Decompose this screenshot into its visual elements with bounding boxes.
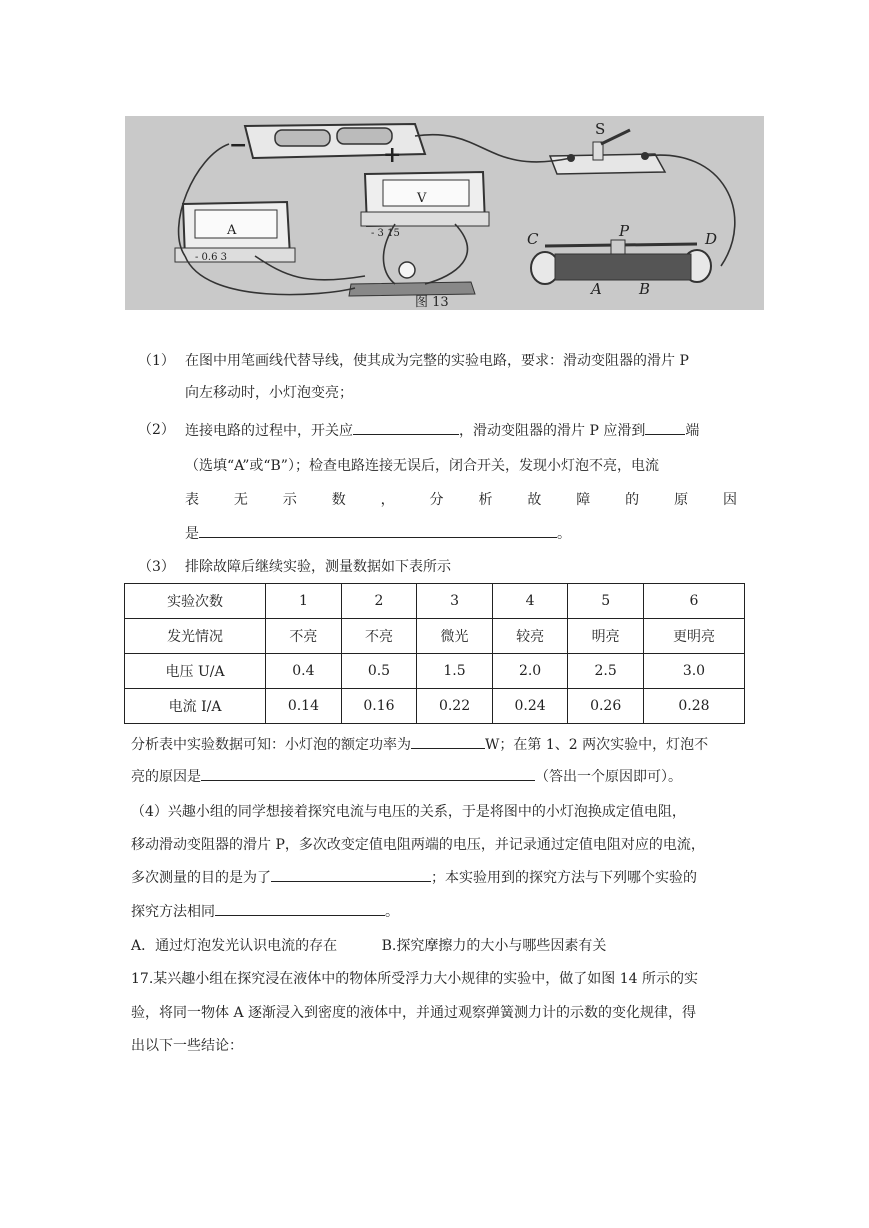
rheostat-label-c: C — [527, 230, 539, 248]
q3-intro: 排除故障后继续实验，测量数据如下表所示 — [185, 559, 451, 575]
purpose-blank[interactable] — [271, 867, 431, 882]
table-cell: 2 — [341, 584, 417, 619]
table-cell: 0.14 — [266, 689, 342, 724]
q1-number: （1） — [138, 353, 175, 369]
table-cell: 6 — [643, 584, 744, 619]
q2-line2: （选填“A”或“B”）；检查电路连接无误后，闭合开关，发现小灯泡不亮，电流 — [185, 458, 659, 474]
q2-line4-text-b: 。 — [557, 526, 571, 542]
table-cell: 电压 U/A — [125, 654, 266, 689]
q2-line3-char: ， — [380, 492, 395, 508]
rheostat-label-b: B — [639, 280, 651, 298]
table-row — [125, 689, 745, 724]
q2-line3-char: 的 — [625, 492, 640, 508]
battery-minus-label: − — [229, 132, 248, 158]
switch-label: S — [595, 120, 606, 138]
q4-text-a: 多次测量的目的是为了 — [131, 870, 271, 886]
analysis-text-c: 亮的原因是 — [131, 769, 201, 785]
table-cell: 不亮 — [266, 619, 342, 654]
q2-fault-blank[interactable] — [199, 523, 557, 538]
table-cell: 3.0 — [643, 654, 744, 689]
q2-line3-char: 表 — [185, 492, 199, 508]
q2-line4-text-a: 是 — [185, 526, 199, 542]
rheostat-label-p: P — [619, 222, 630, 240]
analysis-text-b: W；在第 1、2 两次实验中，灯泡不 — [485, 737, 709, 753]
table-cell: 1.5 — [417, 654, 493, 689]
table-cell: 明亮 — [568, 619, 644, 654]
ammeter-symbol: A — [227, 223, 237, 238]
voltmeter-scale: - 3 15 — [371, 228, 400, 239]
q2-number: （2） — [138, 422, 175, 438]
rated-power-blank[interactable] — [411, 734, 485, 749]
q2-switch-blank[interactable] — [353, 420, 459, 435]
table-cell: 0.4 — [266, 654, 342, 689]
q4-text-c: 探究方法相同 — [131, 904, 215, 920]
table-cell: 电流 I/A — [125, 689, 266, 724]
rheostat — [531, 240, 711, 284]
table-cell: 1 — [266, 584, 342, 619]
table-cell: 发光情况 — [125, 619, 266, 654]
table-cell: 0.24 — [492, 689, 568, 724]
q2-line1-text-b: ，滑动变阻器的滑片 P 应滑到 — [459, 423, 646, 439]
table-cell: 0.22 — [417, 689, 493, 724]
q2-line1-text-a: 连接电路的过程中，开关应 — [185, 423, 353, 439]
analysis-line1 — [131, 734, 708, 755]
q4-line3 — [131, 867, 697, 888]
q4-text-d: 。 — [385, 904, 399, 920]
q2-line3-char: 数 — [331, 492, 346, 508]
ammeter-scale: - 0.6 3 — [195, 252, 228, 263]
q4-line2: 移动滑动变阻器的滑片 P，多次改变定值电阻两端的电压，并记录通过定值电阻对应的电流， — [131, 837, 705, 853]
table-cell: 实验次数 — [125, 584, 266, 619]
q4-line4 — [131, 901, 399, 922]
q2-line3-char: 因 — [722, 492, 737, 508]
q2-line3-char: 原 — [674, 492, 689, 508]
q3-number: （3） — [138, 559, 175, 575]
table-cell: 微光 — [417, 619, 493, 654]
q17-line2: 验，将同一物体 A 逐渐浸入到密度的液体中，并通过观察弹簧测力计的示数的变化规律，得 — [131, 1005, 697, 1021]
reason-blank[interactable] — [201, 766, 535, 781]
q2-line3-char: 无 — [233, 492, 248, 508]
light-bulb — [349, 262, 475, 296]
table-cell: 5 — [568, 584, 644, 619]
q1-line2: 向左移动时，小灯泡变亮； — [185, 385, 353, 401]
table-cell: 2.5 — [568, 654, 644, 689]
q2-line1 — [185, 420, 699, 441]
table-cell: 较亮 — [492, 619, 568, 654]
q4-options: A．通过灯泡发光认识电流的存在 B.探究摩擦力的大小与哪些因素有关 — [131, 938, 607, 954]
q17-line1: 17.某兴趣小组在探究浸在液体中的物体所受浮力大小规律的实验中，做了如图 14 所示的实 — [131, 971, 698, 987]
q4-text-b: ；本实验用到的探究方法与下列哪个实验的 — [431, 870, 697, 886]
q4-line1: （4）兴趣小组的同学想接着探究电流与电压的关系，于是将图中的小灯泡换成定值电阻， — [131, 804, 686, 820]
table-cell: 0.26 — [568, 689, 644, 724]
q2-line4 — [185, 523, 571, 544]
q2-line3-char: 分 — [429, 492, 444, 508]
data-table — [124, 583, 745, 724]
figure-caption: 图 13 — [415, 295, 449, 310]
rheostat-label-d: D — [705, 230, 718, 248]
voltmeter-symbol: V — [417, 191, 427, 206]
switch — [550, 130, 665, 174]
circuit-diagram — [125, 116, 764, 310]
q2-line3-char: 示 — [282, 492, 297, 508]
table-cell: 更明亮 — [643, 619, 744, 654]
rheostat-label-a: A — [591, 280, 602, 298]
q2-line3-char: 障 — [576, 492, 591, 508]
table-cell: 不亮 — [341, 619, 417, 654]
table-row — [125, 619, 745, 654]
table-cell: 0.28 — [643, 689, 744, 724]
table-cell: 2.0 — [492, 654, 568, 689]
analysis-text-a: 分析表中实验数据可知：小灯泡的额定功率为 — [131, 737, 411, 753]
table-row — [125, 654, 745, 689]
table-cell: 3 — [417, 584, 493, 619]
table-cell: 4 — [492, 584, 568, 619]
battery-plus-label: + — [383, 142, 402, 168]
analysis-text-d: （答出一个原因即可）。 — [535, 769, 682, 785]
q2-line3-char: 故 — [527, 492, 542, 508]
table-cell: 0.5 — [341, 654, 417, 689]
q2-line3-char: 析 — [478, 492, 493, 508]
analysis-line2 — [131, 766, 682, 787]
q1-line1: 在图中用笔画线代替导线，使其成为完整的实验电路，要求：滑动变阻器的滑片 P — [185, 353, 689, 369]
q2-end-blank[interactable] — [645, 420, 685, 435]
q17-line3: 出以下一些结论： — [131, 1038, 243, 1054]
table-cell: 0.16 — [341, 689, 417, 724]
q2-line1-text-c: 端 — [685, 423, 700, 439]
method-blank[interactable] — [215, 901, 385, 916]
table-header-row — [125, 584, 745, 619]
circuit-figure — [125, 116, 764, 310]
q2-line3 — [185, 490, 737, 510]
